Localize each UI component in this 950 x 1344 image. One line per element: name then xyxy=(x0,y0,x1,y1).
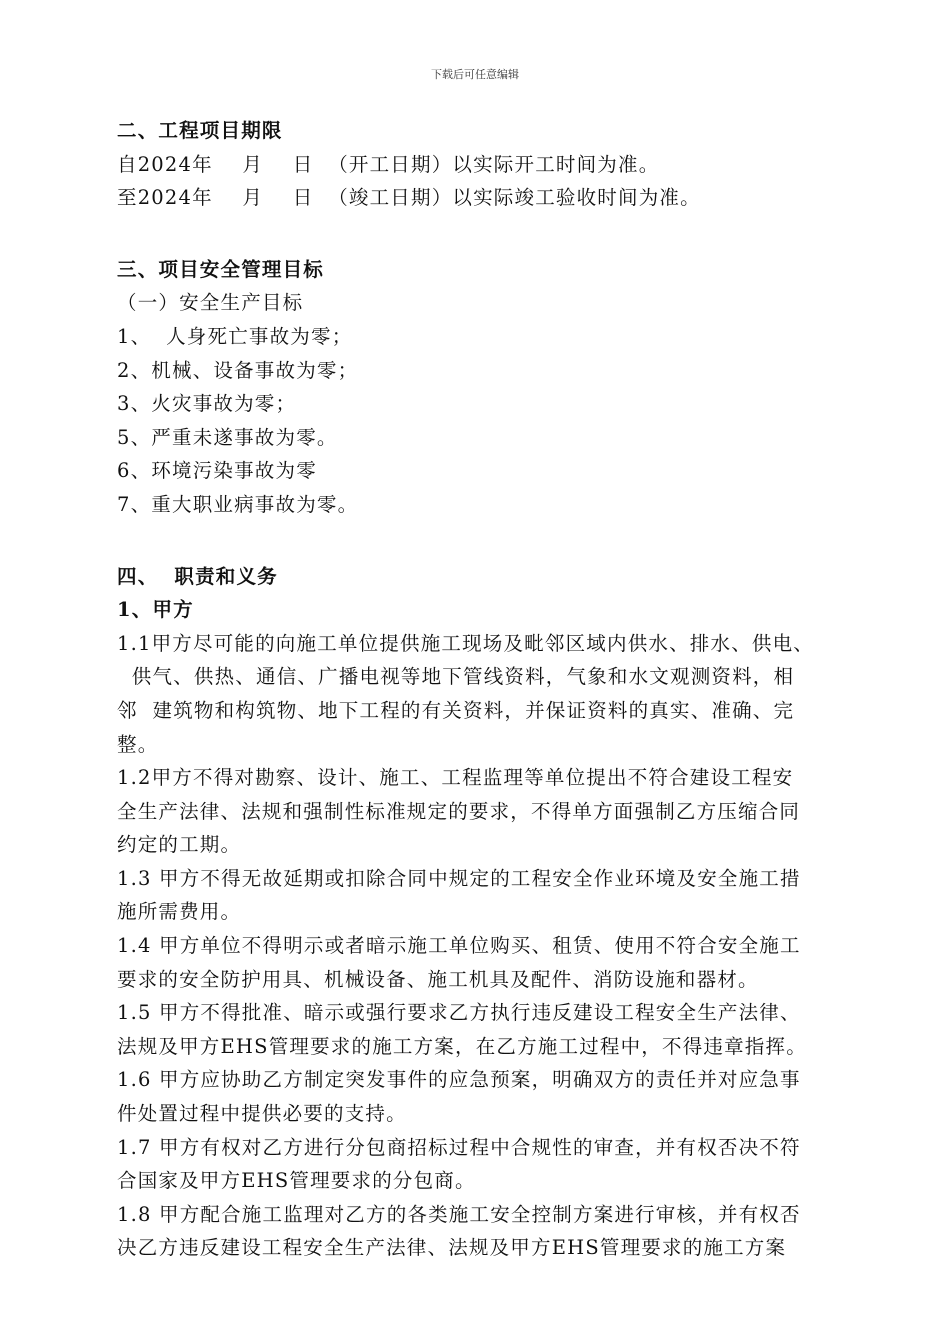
section3-item: 3、火灾事故为零； xyxy=(117,392,297,416)
section4-line: 要求的安全防护用具、机械设备、施工机具及配件、消防设施和器材。 xyxy=(117,967,759,991)
section4-line: 1.3 甲方不得无故延期或扣除合同中规定的工程安全作业环境及安全施工措 xyxy=(117,866,801,890)
section3-item: 2、机械、设备事故为零； xyxy=(117,358,359,382)
section4-line: 1.7 甲方有权对乙方进行分包商招标过程中合规性的审查，并有权否决不符 xyxy=(117,1135,801,1159)
section4-line: 供气、供热、通信、广播电视等地下管线资料，气象和水文观测资料，相 xyxy=(117,665,795,689)
document-body xyxy=(117,114,877,1265)
section4-line: 决乙方违反建设工程安全生产法律、法规及甲方EHS管理要求的施工方案 xyxy=(117,1236,787,1260)
section4-line: 施所需费用。 xyxy=(117,900,242,924)
page-header-note: 下载后可任意编辑 xyxy=(431,68,519,81)
section4-line: 全生产法律、法规和强制性标准规定的要求，不得单方面强制乙方压缩合同 xyxy=(117,799,801,823)
section4-line: 1.5 甲方不得批准、暗示或强行要求乙方执行违反建设工程安全生产法律、 xyxy=(117,1001,801,1025)
section4-line: 1.6 甲方应协助乙方制定突发事件的应急预案，明确双方的责任并对应急事 xyxy=(117,1068,801,1092)
section4-heading: 四、 职责和义务 xyxy=(117,564,278,588)
section4-line: 1.1甲方尽可能的向施工单位提供施工现场及毗邻区域内供水、排水、供电、 xyxy=(117,631,815,655)
section2-heading: 二、工程项目期限 xyxy=(117,119,283,142)
section3-item: 5、严重未遂事故为零。 xyxy=(117,425,338,449)
section4-line: 1.4 甲方单位不得明示或者暗示施工单位购买、租赁、使用不符合安全施工 xyxy=(117,934,801,958)
spacer xyxy=(117,522,877,560)
section3-subheading: （一）安全生产目标 xyxy=(117,291,304,315)
section4-line: 约定的工期。 xyxy=(117,833,242,857)
section4-line: 合国家及甲方EHS管理要求的分包商。 xyxy=(117,1169,476,1193)
section3-heading: 三、项目安全管理目标 xyxy=(117,257,325,281)
section2-line-end: 至2024年 月 日 （竣工日期）以实际竣工验收时间为准。 xyxy=(117,186,701,210)
section3-item: 1、 人身死亡事故为零； xyxy=(117,324,353,348)
section3-item: 7、重大职业病事故为零。 xyxy=(117,492,359,516)
section4-line: 1.2甲方不得对勘察、设计、施工、工程监理等单位提出不符合建设工程安 xyxy=(117,766,794,790)
section4-subheading: 1、甲方 xyxy=(117,598,194,622)
section4-line: 1.8 甲方配合施工监理对乙方的各类施工安全控制方案进行审核，并有权否 xyxy=(117,1202,801,1226)
section4-line: 整。 xyxy=(117,732,159,756)
section2-line-start: 自2024年 月 日 （开工日期）以实际开工时间为准。 xyxy=(117,152,660,176)
section4-line: 件处置过程中提供必要的支持。 xyxy=(117,1102,407,1126)
section4-line: 邻 建筑物和构筑物、地下工程的有关资料，并保证资料的真实、准确、完 xyxy=(117,698,795,722)
section4-line: 法规及甲方EHS管理要求的施工方案，在乙方施工过程中，不得违章指挥。 xyxy=(117,1034,807,1058)
spacer xyxy=(117,215,877,253)
section3-item: 6、环境污染事故为零 xyxy=(117,459,317,483)
